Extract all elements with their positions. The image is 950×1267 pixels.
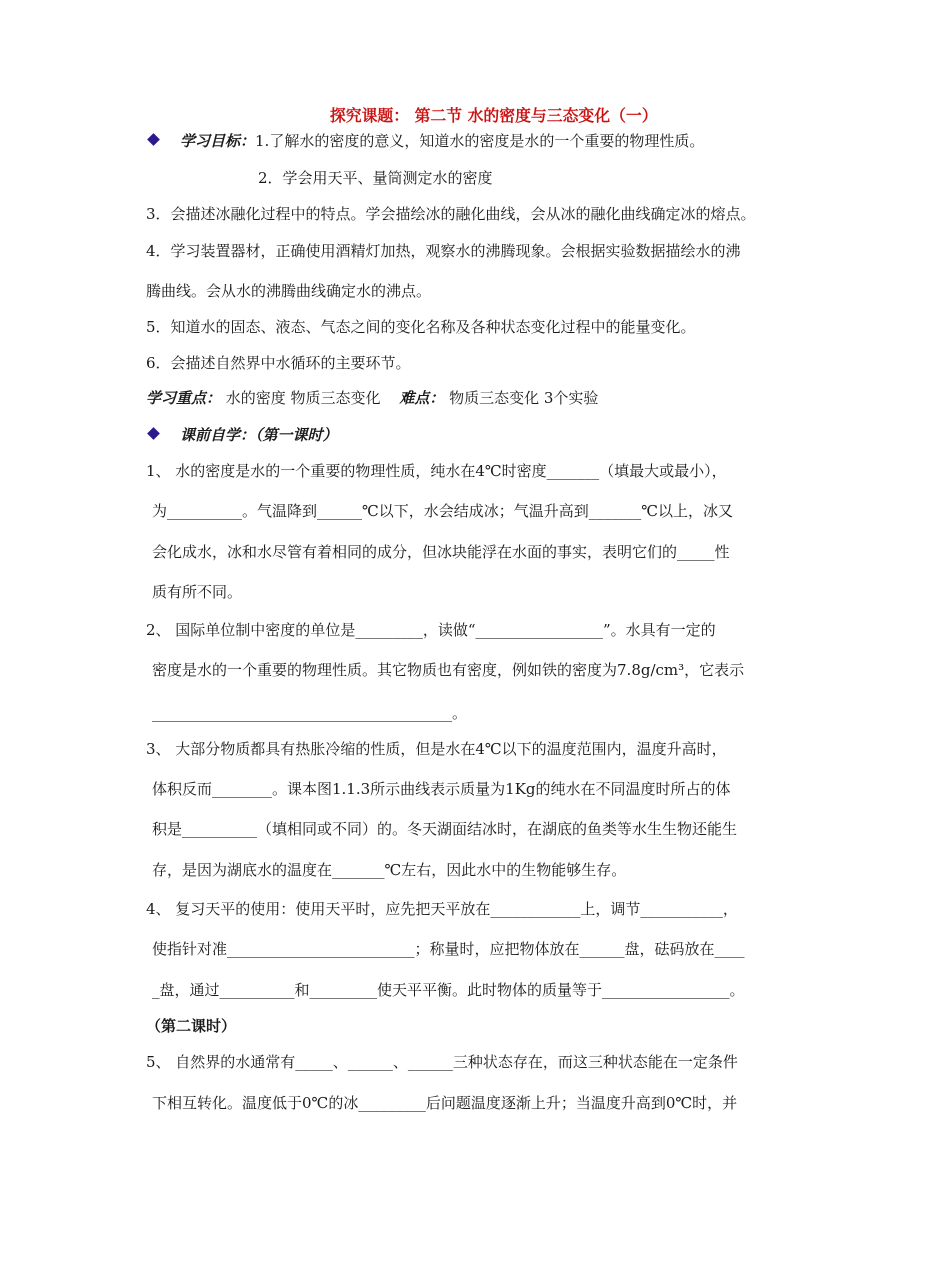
question-5-line-a: 5、 自然界的水通常有_____、______、______三种状态存在，而这三种状态能在一定条件 <box>146 1053 738 1071</box>
diamond-bullet-icon <box>147 427 160 440</box>
question-1-line-a: 1、 水的密度是水的一个重要的物理性质，纯水在4℃时密度_______（填最大或最小）， <box>146 462 727 480</box>
question-4-line-c: _盘，通过__________和_________使天平平衡。此时物体的质量等于_________________。 <box>152 981 745 999</box>
objective-4b: 腾曲线。会从水的沸腾曲线确定水的沸点。 <box>146 282 432 300</box>
diamond-bullet-icon <box>147 133 160 146</box>
difficulty-value: 物质三态变化 3个实验 <box>444 389 599 407</box>
difficulty-label: 难点： <box>399 389 445 407</box>
question-3-line-c: 积是__________（填相同或不同）的。冬天湖面结冰时，在湖底的鱼类等水生生物还能生 <box>152 820 738 838</box>
objectives-label: 学习目标： <box>180 132 256 150</box>
objective-2: 2．学会用天平、量筒测定水的密度 <box>258 169 493 187</box>
question-4-line-b: 使指针对准_________________________；称量时，应把物体放在______盘，砝码放在____ <box>152 940 745 958</box>
preview-label: 课前自学：（第一课时） <box>180 426 338 444</box>
question-1-line-c: 会化成水，冰和水尽管有着相同的成分，但冰块能浮在水面的事实，表明它们的_____性 <box>152 543 730 561</box>
objective-3: 3．会描述冰融化过程中的特点。学会描绘冰的融化曲线，会从冰的融化曲线确定冰的熔点。 <box>146 205 756 223</box>
question-4-line-a: 4、 复习天平的使用：使用天平时，应先把天平放在____________上，调节___________， <box>146 900 738 918</box>
objective-1: 1.了解水的密度的意义，知道水的密度是水的一个重要的物理性质。 <box>255 132 705 150</box>
question-5-line-b: 下相互转化。温度低于0℃的冰_________后问题温度逐渐上升；当温度升高到0℃时，并 <box>152 1094 738 1112</box>
key-points-line <box>146 388 598 408</box>
question-3-line-d: 存，是因为湖底水的温度在_______℃左右，因此水中的生物能够生存。 <box>152 861 627 879</box>
objective-6: 6．会描述自然界中水循环的主要环节。 <box>146 354 411 372</box>
objectives-line-1 <box>146 131 704 151</box>
question-2-line-a: 2、 国际单位制中密度的单位是_________，读做“_________________”。水具有一定的 <box>146 621 716 639</box>
second-lesson-heading: （第二课时） <box>146 1017 237 1035</box>
question-2-line-c: ________________________________________。 <box>152 704 468 722</box>
preview-heading <box>146 425 338 445</box>
question-1-line-d: 质有所不同。 <box>152 583 243 601</box>
objective-5: 5．知道水的固态、液态、气态之间的变化名称及各种状态变化过程中的能量变化。 <box>146 318 696 336</box>
question-2-line-b: 密度是水的一个重要的物理性质。其它物质也有密度，例如铁的密度为7.8g/cm³，它表示 <box>152 661 745 679</box>
question-3-line-b: 体积反而________。课本图1.1.3所示曲线表示质量为1Kg的纯水在不同温度时所占的体 <box>152 780 731 798</box>
objective-4a: 4．学习装置器材，正确使用酒精灯加热，观察水的沸腾现象。会根据实验数据描绘水的沸 <box>146 242 741 260</box>
key-points-label: 学习重点： <box>146 389 222 407</box>
question-3-line-a: 3、 大部分物质都具有热胀冷缩的性质，但是水在4℃以下的温度范围内，温度升高时， <box>146 740 727 758</box>
key-points-value: 水的密度 物质三态变化 <box>221 389 386 407</box>
page-title: 探究课题： 第二节 水的密度与三态变化（一） <box>329 106 658 125</box>
question-1-line-b: 为__________。气温降到______℃以下，水会结成冰；气温升高到_______℃以上，冰又 <box>152 502 734 520</box>
